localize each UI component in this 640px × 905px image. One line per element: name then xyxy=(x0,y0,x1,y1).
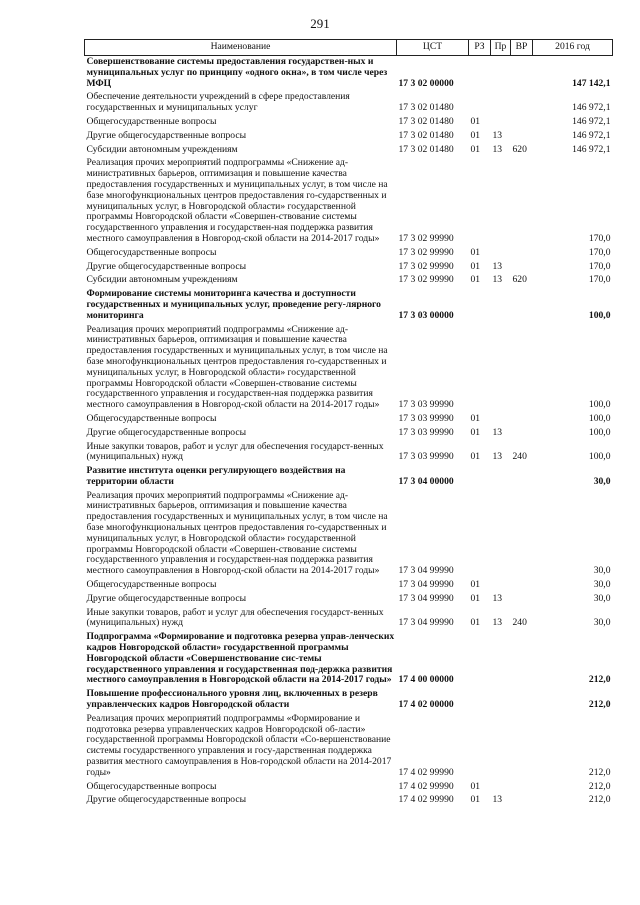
row-pr-code xyxy=(491,713,511,781)
row-pr-code xyxy=(491,688,511,713)
row-value: 212,0 xyxy=(588,766,611,778)
table-row xyxy=(85,274,613,288)
row-cst-code: 17 4 02 99990 xyxy=(398,794,454,806)
header-year: 2016 год xyxy=(533,40,613,56)
row-value: 146 972,1 xyxy=(572,102,611,114)
row-vr-code xyxy=(511,490,533,579)
row-name: Другие общегосударственные вопросы xyxy=(86,592,247,604)
page-number: 291 xyxy=(310,16,330,31)
row-pr-code xyxy=(491,247,511,261)
header-rz: РЗ xyxy=(469,40,491,56)
row-cst-code: 17 3 04 99990 xyxy=(398,592,454,604)
row-pr-code: 13 xyxy=(492,794,503,806)
row-vr-code xyxy=(511,261,533,275)
row-name: Другие общегосударственные вопросы xyxy=(86,260,247,272)
table-row xyxy=(85,157,613,246)
row-name: Иные закупки товаров, работ и услуг для обеспечения государст-венных (муниципальных) нужд xyxy=(86,440,384,463)
row-pr-code: 13 xyxy=(492,143,503,155)
row-rz-code: 01 xyxy=(470,426,481,438)
row-vr-code xyxy=(511,688,533,713)
row-name: Общегосударственные вопросы xyxy=(86,115,217,127)
row-vr-code: 620 xyxy=(512,274,527,286)
row-value: 170,0 xyxy=(588,260,611,272)
row-name: Подпрограмма «Формирование и подготовка резерва управ-ленческих кадров Новгородской области» государственной программы Новгородской области «Совершенствование сис-темы государственного управления и государственная под-держка развития местного самоуправления в Новгородской области на 2014-2017 годы» xyxy=(86,631,395,686)
table-header xyxy=(85,40,613,56)
table-row xyxy=(85,607,613,632)
row-rz-code xyxy=(469,288,491,323)
table-row xyxy=(85,130,613,144)
row-vr-code xyxy=(511,288,533,323)
row-cst-code: 17 3 04 99990 xyxy=(398,579,454,591)
row-vr-code xyxy=(511,631,533,688)
row-value: 212,0 xyxy=(588,699,611,711)
row-vr-code: 620 xyxy=(512,143,527,155)
row-vr-code xyxy=(511,781,533,795)
row-cst-code: 17 3 04 00000 xyxy=(398,475,454,487)
row-rz-code: 01 xyxy=(470,274,481,286)
row-name: Другие общегосударственные вопросы xyxy=(86,129,247,141)
row-value: 30,0 xyxy=(593,475,611,487)
row-name: Формирование системы мониторинга качества и доступности государственных и муниципальных услуг, проведение регу-лярного мониторинга xyxy=(86,288,381,321)
row-pr-code: 13 xyxy=(492,451,503,463)
row-value: 146 972,1 xyxy=(572,129,611,141)
row-value: 212,0 xyxy=(588,794,611,806)
row-rz-code: 01 xyxy=(470,246,481,258)
row-cst-code: 17 4 02 99990 xyxy=(398,766,454,778)
row-name: Общегосударственные вопросы xyxy=(86,579,217,591)
row-cst-code: 17 3 04 99990 xyxy=(398,565,454,577)
row-cst-code: 17 3 03 99990 xyxy=(398,451,454,463)
row-pr-code xyxy=(491,157,511,246)
row-pr-code: 13 xyxy=(492,426,503,438)
row-value: 100,0 xyxy=(588,451,611,463)
row-rz-code: 01 xyxy=(470,617,481,629)
row-pr-code xyxy=(491,490,511,579)
row-vr-code xyxy=(511,91,533,116)
row-pr-code xyxy=(491,116,511,130)
row-value: 212,0 xyxy=(588,780,611,792)
header-pr: Пр xyxy=(491,40,511,56)
row-rz-code: 01 xyxy=(470,412,481,424)
row-pr-code: 13 xyxy=(492,592,503,604)
row-rz-code xyxy=(469,490,491,579)
row-name: Субсидии автономным учреждениям xyxy=(86,143,238,155)
row-pr-code xyxy=(491,324,511,413)
row-rz-code: 01 xyxy=(470,143,481,155)
row-vr-code xyxy=(511,130,533,144)
row-pr-code xyxy=(491,579,511,593)
row-name: Обеспечение деятельности учреждений в сфере предоставления государственных и муниципальных услуг xyxy=(86,91,350,114)
row-pr-code: 13 xyxy=(492,260,503,272)
row-cst-code: 17 3 03 99990 xyxy=(398,426,454,438)
header-cst: ЦСТ xyxy=(397,40,469,56)
row-pr-code xyxy=(491,288,511,323)
row-rz-code xyxy=(469,631,491,688)
row-rz-code: 01 xyxy=(470,115,481,127)
table-row xyxy=(85,688,613,713)
row-value: 212,0 xyxy=(588,674,611,686)
row-cst-code: 17 3 03 00000 xyxy=(398,309,454,321)
row-rz-code xyxy=(469,688,491,713)
row-name: Реализация прочих мероприятий подпрограммы «Снижение ад-министративных барьеров, оптимизация и повышение качества предоставления государственных и муниципальных услуг, в том числе на базе многофункциональных центров предоставления го-сударственных и муниципальных услуг, в Новгородской области» государственной программы Новгородской области «Совершен-ствование системы государственного управления и государствен-ная поддержка развития местного самоуправления в Новгород-ской области на 2014-2017 годы» xyxy=(86,323,388,411)
row-cst-code: 17 3 03 99990 xyxy=(398,412,454,424)
row-name: Субсидии автономным учреждениям xyxy=(86,274,238,286)
budget-table xyxy=(84,39,613,808)
row-rz-code: 01 xyxy=(470,451,481,463)
row-cst-code: 17 3 03 99990 xyxy=(398,399,454,411)
row-cst-code: 17 3 02 01480 xyxy=(398,129,454,141)
table-row xyxy=(85,465,613,490)
row-cst-code: 17 3 02 99990 xyxy=(398,260,454,272)
row-value: 170,0 xyxy=(588,246,611,258)
row-vr-code xyxy=(511,427,533,441)
table-row xyxy=(85,781,613,795)
row-name: Развитие института оценки регулирующего воздействия на территории области xyxy=(86,465,346,487)
row-value: 146 972,1 xyxy=(572,115,611,127)
row-rz-code: 01 xyxy=(470,592,481,604)
row-pr-code xyxy=(491,56,511,92)
row-rz-code: 01 xyxy=(470,260,481,272)
row-rz-code: 01 xyxy=(470,579,481,591)
row-rz-code xyxy=(469,324,491,413)
row-vr-code: 240 xyxy=(512,617,527,629)
table-row xyxy=(85,116,613,130)
table-row xyxy=(85,713,613,781)
row-cst-code: 17 3 02 01480 xyxy=(398,115,454,127)
row-rz-code: 01 xyxy=(470,794,481,806)
table-row xyxy=(85,413,613,427)
row-vr-code xyxy=(511,324,533,413)
row-pr-code xyxy=(491,631,511,688)
table-row xyxy=(85,593,613,607)
table-row xyxy=(85,490,613,579)
table-row xyxy=(85,579,613,593)
row-pr-code: 13 xyxy=(492,617,503,629)
row-vr-code xyxy=(511,465,533,490)
row-rz-code xyxy=(469,713,491,781)
row-rz-code: 01 xyxy=(470,129,481,141)
row-name: Другие общегосударственные вопросы xyxy=(86,426,247,438)
table-row xyxy=(85,794,613,808)
row-value: 100,0 xyxy=(588,412,611,424)
row-cst-code: 17 4 02 00000 xyxy=(398,699,454,711)
row-cst-code: 17 3 02 99990 xyxy=(398,246,454,258)
table-row xyxy=(85,144,613,158)
row-cst-code: 17 3 02 00000 xyxy=(398,77,454,89)
row-vr-code xyxy=(511,593,533,607)
row-vr-code xyxy=(511,413,533,427)
row-name: Общегосударственные вопросы xyxy=(86,412,217,424)
row-rz-code xyxy=(469,157,491,246)
row-pr-code xyxy=(491,91,511,116)
row-pr-code xyxy=(491,465,511,490)
row-value: 30,0 xyxy=(593,565,611,577)
row-rz-code xyxy=(469,56,491,92)
table-row xyxy=(85,631,613,688)
row-cst-code: 17 4 00 00000 xyxy=(398,674,454,686)
row-pr-code xyxy=(491,413,511,427)
row-rz-code xyxy=(469,465,491,490)
row-value: 100,0 xyxy=(588,399,611,411)
row-cst-code: 17 4 02 99990 xyxy=(398,780,454,792)
table-row xyxy=(85,261,613,275)
row-pr-code: 13 xyxy=(492,274,503,286)
row-name: Повышение профессионального уровня лиц, включенных в резерв управленческих кадров Новгородской области xyxy=(86,688,378,711)
row-vr-code xyxy=(511,247,533,261)
row-vr-code xyxy=(511,116,533,130)
row-value: 30,0 xyxy=(593,617,611,629)
row-cst-code: 17 3 04 99990 xyxy=(398,617,454,629)
row-name: Другие общегосударственные вопросы xyxy=(86,794,247,806)
row-pr-code xyxy=(491,781,511,795)
table-row xyxy=(85,56,613,92)
row-cst-code: 17 3 02 01480 xyxy=(398,143,454,155)
row-vr-code xyxy=(511,713,533,781)
row-name: Реализация прочих мероприятий подпрограммы «Снижение ад-министративных барьеров, оптимизация и повышение качества предоставления государственных и муниципальных услуг, в том числе на базе многофункциональных центров предоставления го-сударственных и муниципальных услуг, в Новгородской области» государственной программы Новгородской области «Совершен-ствование системы государственного управления и государствен-ная поддержка развития местного самоуправления в Новгород-ской области на 2014-2017 годы» xyxy=(86,489,388,577)
table-row xyxy=(85,247,613,261)
row-cst-code: 17 3 02 99990 xyxy=(398,274,454,286)
row-value: 170,0 xyxy=(588,274,611,286)
table-row xyxy=(85,91,613,116)
row-value: 30,0 xyxy=(593,592,611,604)
row-vr-code xyxy=(511,56,533,92)
row-rz-code: 01 xyxy=(470,780,481,792)
row-value: 147 142,1 xyxy=(572,77,611,89)
row-cst-code: 17 3 02 01480 xyxy=(398,102,454,114)
header-vr: ВР xyxy=(511,40,533,56)
row-name: Совершенствование системы предоставления государствен-ных и муниципальных услуг по принципу «одного окна», в том числе через МФЦ xyxy=(86,56,388,89)
header-name: Наименование xyxy=(85,40,397,56)
row-name: Иные закупки товаров, работ и услуг для обеспечения государст-венных (муниципальных) нужд xyxy=(86,606,384,629)
row-name: Реализация прочих мероприятий подпрограммы «Формирование и подготовка резерва управленческих кадров Новгородской об-ласти» государственной программы Новгородской области «Со-вершенствование системы государственного управления и госу-дарственная поддержка развития местного самоуправления в Нов-городской области на 2014-2017 годы» xyxy=(86,712,392,778)
table-row xyxy=(85,441,613,466)
row-vr-code xyxy=(511,794,533,808)
table-row xyxy=(85,288,613,323)
row-rz-code xyxy=(469,91,491,116)
row-cst-code: 17 3 02 99990 xyxy=(398,232,454,244)
row-value: 100,0 xyxy=(588,426,611,438)
row-value: 30,0 xyxy=(593,579,611,591)
table-body xyxy=(85,56,613,809)
table-row xyxy=(85,324,613,413)
row-name: Реализация прочих мероприятий подпрограммы «Снижение ад-министративных барьеров, оптимизация и повышение качества предоставления государственных и муниципальных услуг, в том числе на базе многофункциональных центров предоставления го-сударственных и муниципальных услуг, в Новгородской области» государственной программы Новгородской области «Совершен-ствование системы государственного управления и государствен-ная поддержка развития местного самоуправления в Новгород-ской области на 2014-2017 годы» xyxy=(86,157,388,244)
row-name: Общегосударственные вопросы xyxy=(86,246,217,258)
row-pr-code: 13 xyxy=(492,129,503,141)
row-vr-code xyxy=(511,157,533,246)
row-vr-code xyxy=(511,579,533,593)
row-value: 100,0 xyxy=(588,309,611,321)
row-value: 170,0 xyxy=(588,232,611,244)
row-vr-code: 240 xyxy=(512,451,527,463)
row-name: Общегосударственные вопросы xyxy=(86,780,217,792)
table-row xyxy=(85,427,613,441)
row-value: 146 972,1 xyxy=(572,143,611,155)
